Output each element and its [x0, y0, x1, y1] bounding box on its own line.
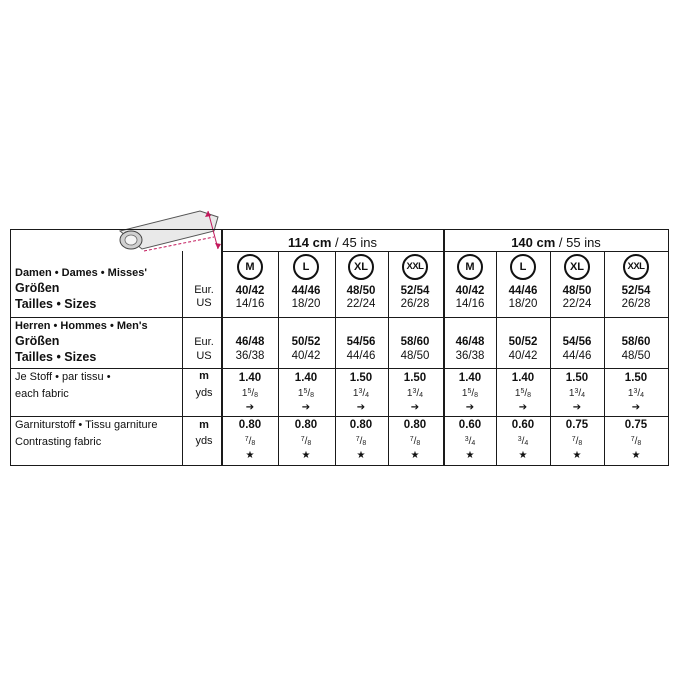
arrow-icon: ➔: [518, 402, 528, 413]
fraction-slash: /: [468, 436, 472, 447]
yds-whole: 1: [352, 388, 359, 399]
yds-numerator: 7: [244, 436, 249, 443]
arrow-icon: ➔: [245, 402, 255, 413]
fabric-yds-value: [337, 386, 385, 402]
yds-numerator: 7: [571, 436, 576, 443]
yds-denominator: 4: [640, 392, 645, 399]
contrast-m-value: 0.80: [294, 419, 318, 431]
fraction-slash: /: [634, 436, 638, 447]
contrast-yds-value: [499, 434, 547, 450]
womens-eur-value: 52/54: [621, 285, 651, 297]
yds-denominator: 4: [419, 392, 424, 399]
mens-label-line1: Herren • Hommes • Men's: [15, 320, 148, 332]
yds-numerator: 7: [300, 436, 305, 443]
mens-label-line2: Größen: [15, 334, 60, 348]
mens-eur-value: 54/56: [346, 336, 376, 348]
contrast-m-value: 0.60: [458, 419, 482, 431]
yds-numerator: 5: [247, 388, 252, 395]
yds-denominator: 8: [362, 440, 367, 447]
womens-us-value: 26/28: [621, 298, 651, 310]
mens-us-value: 36/38: [235, 350, 265, 362]
yds-denominator: 8: [251, 440, 256, 447]
fabric-label-line2: each fabric: [15, 388, 69, 400]
fabric-m-value: 1.40: [458, 372, 482, 384]
mens-eur-value: 54/56: [562, 336, 592, 348]
fraction-slash: /: [307, 388, 311, 399]
fabric-label-line1: Je Stoff • par tissu •: [15, 371, 111, 383]
fabric-yds-value: [553, 386, 601, 402]
star-icon: ★: [301, 450, 311, 461]
yds-denominator: 8: [637, 440, 642, 447]
row-divider: [10, 317, 669, 318]
fabric-m-value: 1.50: [565, 372, 589, 384]
row-divider: [10, 368, 669, 369]
col-divider: [604, 251, 605, 466]
mens-eur-value: 58/60: [621, 336, 651, 348]
arrow-icon: ➔: [410, 402, 420, 413]
yds-denominator: 8: [527, 392, 532, 399]
width-header-114: [222, 235, 443, 250]
yds-denominator: 8: [310, 392, 315, 399]
yds-numerator: 7: [630, 436, 635, 443]
womens-us-value: 14/16: [235, 298, 265, 310]
mens-us-value: 40/42: [291, 350, 321, 362]
mens-unit-us: US: [196, 350, 212, 362]
contrast-m-value: 0.60: [511, 419, 535, 431]
mens-us-value: 48/50: [621, 350, 651, 362]
size-badge-xxl: XXL: [623, 254, 649, 280]
womens-eur-value: 48/50: [562, 285, 592, 297]
arrow-icon: ➔: [465, 402, 475, 413]
fabric-yds-value: [446, 386, 494, 402]
size-badge-m: M: [457, 254, 483, 280]
contrast-label-line1: Garniturstoff • Tissu garniture: [15, 419, 158, 431]
fraction-slash: /: [359, 436, 363, 447]
fraction-slash: /: [575, 436, 579, 447]
yds-numerator: 3: [633, 388, 638, 395]
contrast-yds-value: [337, 434, 385, 450]
mens-eur-value: 46/48: [235, 336, 265, 348]
yds-denominator: 8: [307, 440, 312, 447]
mens-unit-eur: Eur.: [194, 336, 214, 348]
womens-us-value: 18/20: [291, 298, 321, 310]
contrast-yds-value: [553, 434, 601, 450]
womens-eur-value: 40/42: [455, 285, 485, 297]
yds-denominator: 8: [254, 392, 259, 399]
star-icon: ★: [572, 450, 582, 461]
yds-whole: 1: [297, 388, 304, 399]
womens-eur-value: 52/54: [400, 285, 430, 297]
yds-numerator: 5: [520, 388, 525, 395]
size-badge-xl: XL: [348, 254, 374, 280]
mens-eur-value: 50/52: [291, 336, 321, 348]
yds-numerator: 3: [358, 388, 363, 395]
table-border-bottom: [10, 465, 669, 466]
fraction-slash: /: [524, 388, 528, 399]
width-header-cm: 114 cm: [288, 235, 332, 250]
fraction-slash: /: [251, 388, 255, 399]
mens-us-value: 44/46: [346, 350, 376, 362]
arrow-icon: ➔: [572, 402, 582, 413]
mens-eur-value: 50/52: [508, 336, 538, 348]
yds-denominator: 8: [474, 392, 479, 399]
size-badge-xl: XL: [564, 254, 590, 280]
row-divider: [10, 416, 669, 417]
mens-us-value: 40/42: [508, 350, 538, 362]
yds-numerator: 5: [303, 388, 308, 395]
yds-numerator: 3: [574, 388, 579, 395]
fraction-slash: /: [248, 436, 252, 447]
mens-label-line3: Tailles • Sizes: [15, 350, 97, 364]
womens-us-value: 14/16: [455, 298, 485, 310]
width-header-cm: 140 cm: [511, 235, 556, 250]
fraction-slash: /: [413, 436, 417, 447]
yds-numerator: 5: [467, 388, 472, 395]
yds-whole: 1: [461, 388, 468, 399]
fraction-slash: /: [471, 388, 475, 399]
womens-eur-value: 48/50: [346, 285, 376, 297]
size-badge-xxl: XXL: [402, 254, 428, 280]
contrast-yds-value: [391, 434, 439, 450]
womens-unit-us: US: [196, 297, 212, 309]
womens-eur-value: 44/46: [291, 285, 321, 297]
table-border-right: [668, 229, 669, 466]
yds-numerator: 3: [412, 388, 417, 395]
fraction-slash: /: [304, 436, 308, 447]
star-icon: ★: [356, 450, 366, 461]
womens-unit-eur: Eur.: [194, 284, 214, 296]
arrow-icon: ➔: [631, 402, 641, 413]
yds-denominator: 4: [471, 440, 476, 447]
contrast-label-line2: Contrasting fabric: [15, 436, 102, 448]
size-badge-l: L: [510, 254, 536, 280]
womens-us-value: 26/28: [400, 298, 430, 310]
womens-label-line3: Tailles • Sizes: [15, 297, 97, 311]
mens-eur-value: 46/48: [455, 336, 485, 348]
yds-denominator: 4: [581, 392, 586, 399]
yds-whole: 1: [241, 388, 248, 399]
star-icon: ★: [410, 450, 420, 461]
contrast-m-value: 0.80: [403, 419, 427, 431]
contrast-yds-value: [226, 434, 274, 450]
womens-us-value: 22/24: [562, 298, 592, 310]
fabric-unit-yds: yds: [195, 387, 213, 399]
mens-us-value: 48/50: [400, 350, 430, 362]
mens-eur-value: 58/60: [400, 336, 430, 348]
arrow-icon: ➔: [356, 402, 366, 413]
width-header-ins: / 55 ins: [555, 235, 601, 250]
womens-us-value: 18/20: [508, 298, 538, 310]
contrast-m-value: 0.75: [624, 419, 648, 431]
fabric-yds-value: [612, 386, 660, 402]
fabric-m-value: 1.40: [238, 372, 262, 384]
yds-denominator: 8: [578, 440, 583, 447]
fabric-m-value: 1.50: [624, 372, 648, 384]
yds-numerator: 7: [409, 436, 414, 443]
womens-us-value: 22/24: [346, 298, 376, 310]
fraction-slash: /: [578, 388, 582, 399]
womens-eur-value: 44/46: [508, 285, 538, 297]
contrast-m-value: 0.75: [565, 419, 589, 431]
yds-whole: 1: [406, 388, 413, 399]
contrast-unit-yds: yds: [195, 435, 213, 447]
yds-numerator: 7: [355, 436, 360, 443]
fabric-requirements-table: [10, 229, 669, 466]
fabric-unit-m: m: [199, 370, 209, 382]
width-header-ins: / 45 ins: [331, 235, 377, 250]
fraction-slash: /: [521, 436, 525, 447]
star-icon: ★: [631, 450, 641, 461]
fabric-yds-value: [282, 386, 330, 402]
fraction-slash: /: [362, 388, 366, 399]
contrast-m-value: 0.80: [238, 419, 262, 431]
arrow-icon: ➔: [301, 402, 311, 413]
contrast-yds-value: [612, 434, 660, 450]
contrast-unit-m: m: [199, 419, 209, 431]
womens-label-line2: Größen: [15, 281, 60, 295]
fabric-yds-value: [226, 386, 274, 402]
star-icon: ★: [465, 450, 475, 461]
yds-numerator: 3: [464, 436, 469, 443]
fabric-m-value: 1.40: [511, 372, 535, 384]
fabric-m-value: 1.40: [294, 372, 318, 384]
table-border-left: [10, 229, 11, 466]
yds-numerator: 3: [517, 436, 522, 443]
contrast-m-value: 0.80: [349, 419, 373, 431]
star-icon: ★: [245, 450, 255, 461]
yds-denominator: 4: [365, 392, 370, 399]
fraction-slash: /: [637, 388, 641, 399]
table-border-top: [10, 229, 669, 230]
fabric-m-value: 1.50: [349, 372, 373, 384]
contrast-yds-value: [446, 434, 494, 450]
width-header-140: [444, 235, 668, 250]
fabric-bolt-icon: [114, 209, 224, 261]
yds-whole: 1: [627, 388, 634, 399]
fabric-yds-value: [499, 386, 547, 402]
size-badge-l: L: [293, 254, 319, 280]
yds-whole: 1: [568, 388, 575, 399]
size-badge-m: M: [237, 254, 263, 280]
fabric-m-value: 1.50: [403, 372, 427, 384]
mens-us-value: 36/38: [455, 350, 485, 362]
fabric-yds-value: [391, 386, 439, 402]
yds-denominator: 8: [416, 440, 421, 447]
fraction-slash: /: [416, 388, 420, 399]
col-divider: [278, 251, 279, 466]
star-icon: ★: [518, 450, 528, 461]
womens-eur-value: 40/42: [235, 285, 265, 297]
womens-label-line1: Damen • Dames • Misses': [15, 267, 147, 279]
yds-denominator: 4: [524, 440, 529, 447]
yds-whole: 1: [514, 388, 521, 399]
mens-us-value: 44/46: [562, 350, 592, 362]
contrast-yds-value: [282, 434, 330, 450]
